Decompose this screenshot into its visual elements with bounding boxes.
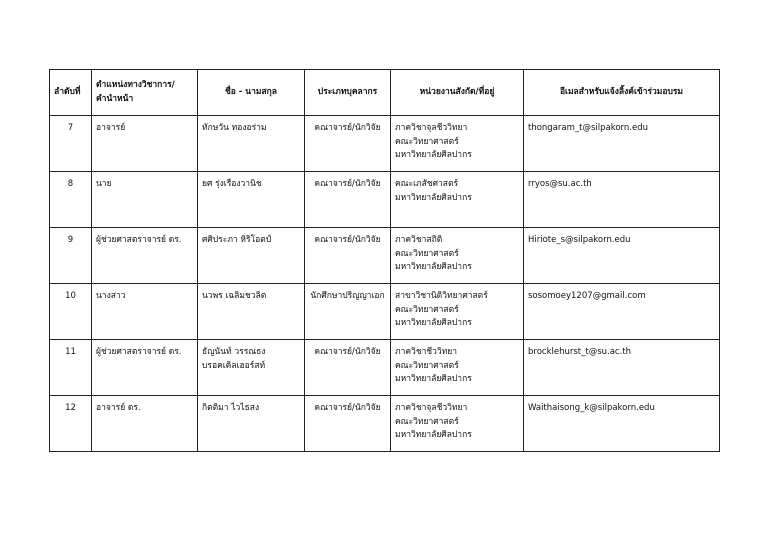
row-type: คณาจารย์/นักวิจัย [305, 340, 391, 396]
row-unit-line2: คณะวิทยาศาสตร์ [395, 136, 459, 147]
table-header [50, 70, 720, 116]
row-unit [391, 284, 524, 340]
row-type: คณาจารย์/นักวิจัย [305, 116, 391, 172]
row-email: brocklehurst_t@su.ac.th [524, 340, 720, 396]
row-number: 10 [50, 284, 92, 340]
row-unit-line2: คณะวิทยาศาสตร์ [395, 248, 459, 259]
row-name [198, 116, 305, 172]
row-type: คณาจารย์/นักวิจัย [305, 396, 391, 452]
row-name [198, 396, 305, 452]
row-title: นางสาว [92, 284, 198, 340]
header-name: ชื่อ - นามสกุล [198, 70, 305, 116]
table-row [50, 340, 720, 396]
row-name [198, 228, 305, 284]
row-name [198, 340, 305, 396]
table-row [50, 172, 720, 228]
header-title-line2: คำนำหน้า [96, 93, 134, 104]
row-unit-line1: ภาควิชาจุลชีววิทยา [395, 403, 468, 413]
row-unit [391, 228, 524, 284]
row-number: 9 [50, 228, 92, 284]
row-unit-line1: ภาควิชาชีววิทยา [395, 347, 458, 357]
row-unit-line3: มหาวิทยาลัยศิลปากร [395, 262, 472, 273]
row-unit [391, 116, 524, 172]
row-unit-line2: คณะวิทยาศาสตร์ [395, 416, 459, 427]
table-row [50, 284, 720, 340]
row-email: thongaram_t@silpakorn.edu [524, 116, 720, 172]
row-name [198, 284, 305, 340]
participant-table [49, 69, 720, 452]
row-unit-line3: มหาวิทยาลัยศิลปากร [395, 318, 472, 329]
row-unit [391, 396, 524, 452]
row-unit [391, 340, 524, 396]
header-email: อีเมลสำหรับแจ้งลิ้งค์เข้าร่วมอบรม [524, 70, 720, 116]
row-name-line1: ศศิประภา หิริโอตป์ [202, 235, 272, 245]
table-row [50, 396, 720, 452]
row-type: คณาจารย์/นักวิจัย [305, 172, 391, 228]
row-title: อาจารย์ [92, 116, 198, 172]
row-email: sosomoey1207@gmail.com [524, 284, 720, 340]
row-unit-line3: มหาวิทยาลัยศิลปากร [395, 430, 472, 441]
header-number: ลำดับที่ [50, 70, 92, 116]
row-unit-line1: คณะเภสัชศาสตร์ [395, 179, 459, 189]
row-unit-line1: สาขาวิชานิติวิทยาศาสตร์ [395, 291, 488, 301]
row-title: ผู้ช่วยศาสตราจารย์ ดร. [92, 340, 198, 396]
row-name [198, 172, 305, 228]
row-type: นักศึกษาปริญญาเอก [305, 284, 391, 340]
row-title: นาย [92, 172, 198, 228]
header-title [92, 70, 198, 116]
row-unit-line1: ภาควิชาจุลชีววิทยา [395, 123, 468, 133]
row-unit-line3: มหาวิทยาลัยศิลปากร [395, 374, 472, 385]
row-email: Hiriote_s@silpakorn.edu [524, 228, 720, 284]
row-type: คณาจารย์/นักวิจัย [305, 228, 391, 284]
row-number: 8 [50, 172, 92, 228]
row-name-line2: บรอคเคิลเฮอร์สท์ [202, 360, 266, 371]
row-name-line1: ธัญนันท์ วรรณธง [202, 347, 266, 357]
row-name-line1: ยศ รุ่งเรืองวานิช [202, 179, 262, 189]
row-email: rryos@su.ac.th [524, 172, 720, 228]
row-name-line1: นวพร เฉลิมชวลิต [202, 291, 267, 301]
table-row [50, 116, 720, 172]
table-body [50, 116, 720, 452]
row-unit-line3: มหาวิทยาลัยศิลปากร [395, 150, 472, 161]
row-unit-line2: คณะวิทยาศาสตร์ [395, 360, 459, 371]
row-title: ผู้ช่วยศาสตราจารย์ ดร. [92, 228, 198, 284]
table-row [50, 228, 720, 284]
row-email: Waithaisong_k@silpakorn.edu [524, 396, 720, 452]
row-title: อาจารย์ ดร. [92, 396, 198, 452]
row-number: 7 [50, 116, 92, 172]
header-unit: หน่วยงานสังกัด/ที่อยู่ [391, 70, 524, 116]
row-unit-line2: มหาวิทยาลัยศิลปากร [395, 192, 472, 203]
row-unit-line2: คณะวิทยาศาสตร์ [395, 304, 459, 315]
row-unit-line1: ภาควิชาสถิติ [395, 235, 443, 245]
header-row [50, 70, 720, 116]
row-number: 12 [50, 396, 92, 452]
header-title-line1: ตำแหน่งทางวิชาการ/ [96, 80, 175, 91]
header-type: ประเภทบุคลากร [305, 70, 391, 116]
row-name-line1: ทักษวัน ทองอร่าม [202, 123, 267, 133]
row-name-line1: กิตติมา ไวไธสง [202, 403, 260, 413]
row-number: 11 [50, 340, 92, 396]
row-unit [391, 172, 524, 228]
